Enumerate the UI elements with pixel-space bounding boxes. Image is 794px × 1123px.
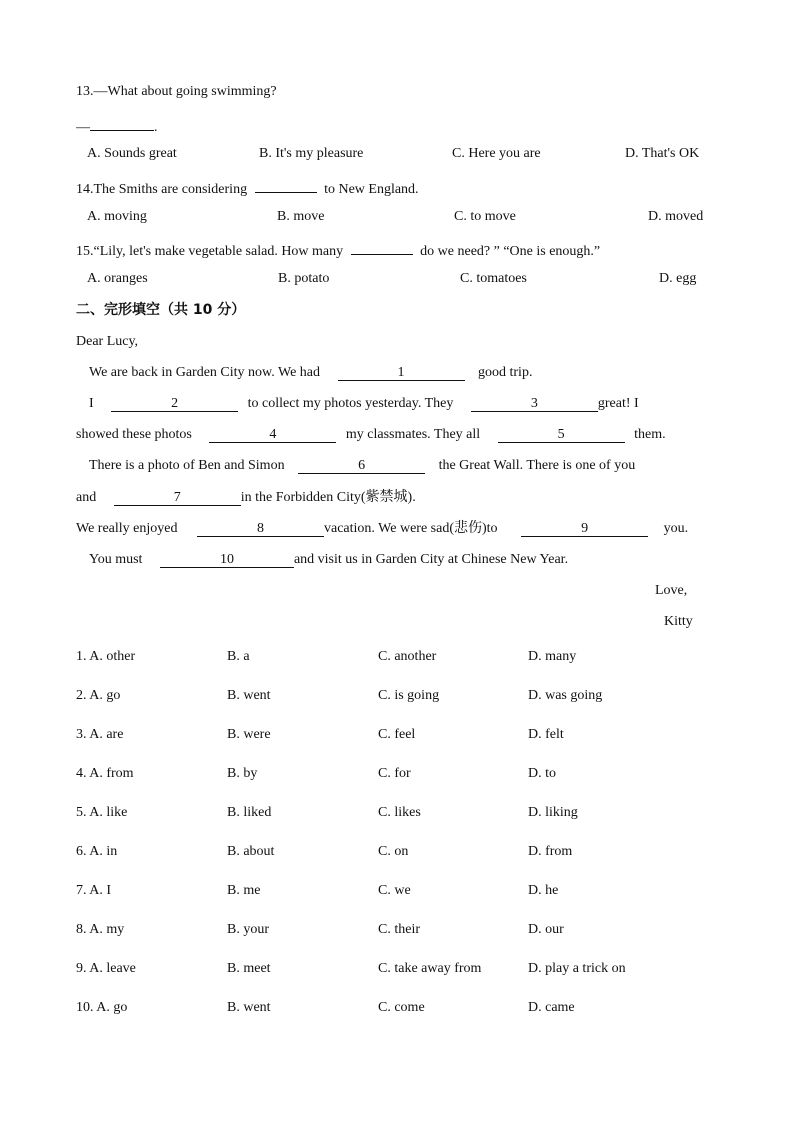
- q15-option-d[interactable]: D. egg: [659, 271, 697, 286]
- cloze-1-option-c[interactable]: C. another: [378, 649, 437, 664]
- cloze-10-option-b[interactable]: B. went: [227, 1000, 271, 1015]
- q15-option-c[interactable]: C. tomatoes: [460, 271, 527, 286]
- cloze-blank-1[interactable]: 1: [338, 365, 465, 381]
- q15-option-b[interactable]: B. potato: [278, 271, 330, 286]
- cloze-blank-8[interactable]: 8: [197, 521, 324, 537]
- letter-text: There is a photo of Ben and Simon: [89, 458, 285, 473]
- cloze-8-option-d[interactable]: D. our: [528, 922, 564, 937]
- cloze-6-option-b[interactable]: B. about: [227, 844, 275, 859]
- cloze-9-option-d[interactable]: D. play a trick on: [528, 961, 626, 976]
- q13-reply: [76, 115, 158, 137]
- letter-text: showed these photos: [76, 427, 192, 442]
- cloze-5-option-a[interactable]: 5. A. like: [76, 805, 128, 820]
- letter-closing: Love,: [655, 583, 688, 598]
- cloze-10-option-d[interactable]: D. came: [528, 1000, 575, 1015]
- q15-blank[interactable]: [351, 239, 413, 255]
- letter-text: We really enjoyed: [76, 521, 178, 536]
- q13-option-d[interactable]: D. That's OK: [625, 146, 700, 161]
- letter-text: in the Forbidden City(紫禁城).: [240, 490, 416, 505]
- q14-stem-after: to New England.: [324, 182, 419, 197]
- letter-text: good trip.: [478, 365, 533, 380]
- q13-option-a[interactable]: A. Sounds great: [87, 146, 177, 161]
- cloze-9-option-a[interactable]: 9. A. leave: [76, 961, 136, 976]
- cloze-9-option-b[interactable]: B. meet: [227, 961, 271, 976]
- cloze-1-option-b[interactable]: B. a: [227, 649, 250, 664]
- letter-signature: Kitty: [664, 614, 693, 629]
- letter-text: You must: [89, 552, 143, 567]
- cloze-4-option-c[interactable]: C. for: [378, 766, 411, 781]
- q13-option-b[interactable]: B. It's my pleasure: [259, 146, 364, 161]
- letter-text: vacation. We were sad(悲伤)to: [324, 521, 498, 536]
- letter-text: and: [76, 490, 97, 505]
- cloze-7-option-a[interactable]: 7. A. I: [76, 883, 111, 898]
- cloze-10-option-a[interactable]: 10. A. go: [76, 1000, 128, 1015]
- cloze-4-option-a[interactable]: 4. A. from: [76, 766, 134, 781]
- letter-text: and visit us in Garden City at Chinese New Year.: [293, 552, 569, 567]
- cloze-blank-6[interactable]: 6: [298, 458, 425, 474]
- cloze-2-option-b[interactable]: B. went: [227, 688, 271, 703]
- cloze-8-option-a[interactable]: 8. A. my: [76, 922, 125, 937]
- cloze-blank-4[interactable]: 4: [209, 427, 336, 443]
- q14-option-d[interactable]: D. moved: [648, 209, 704, 224]
- cloze-4-option-b[interactable]: B. by: [227, 766, 258, 781]
- cloze-2-option-a[interactable]: 2. A. go: [76, 688, 121, 703]
- letter-salutation: Dear Lucy,: [76, 334, 139, 349]
- letter-text: We are back in Garden City now. We had: [89, 365, 320, 380]
- cloze-1-option-a[interactable]: 1. A. other: [76, 649, 136, 664]
- cloze-3-option-a[interactable]: 3. A. are: [76, 727, 124, 742]
- letter-line-5: [76, 489, 416, 507]
- cloze-5-option-d[interactable]: D. liking: [528, 805, 578, 820]
- q13-reply-suffix: .: [154, 120, 158, 135]
- letter-line-3: [76, 426, 666, 444]
- q15-option-a[interactable]: A. oranges: [87, 271, 148, 286]
- q13-option-c[interactable]: C. Here you are: [452, 146, 541, 161]
- letter-line-2: [89, 395, 639, 413]
- letter-text: I: [89, 396, 94, 411]
- cloze-blank-2[interactable]: 2: [111, 396, 238, 412]
- letter-text: to collect my photos yesterday. They: [247, 396, 454, 411]
- cloze-7-option-c[interactable]: C. we: [378, 883, 411, 898]
- letter-text: you.: [663, 521, 689, 536]
- letter-line-1: [89, 364, 532, 382]
- section-heading: 二、完形填空（共 10 分）: [76, 302, 246, 318]
- letter-line-4: [89, 457, 635, 475]
- q14-stem: [76, 177, 419, 199]
- letter-line-6: [76, 520, 688, 538]
- cloze-6-option-a[interactable]: 6. A. in: [76, 844, 118, 859]
- cloze-3-option-c[interactable]: C. feel: [378, 727, 416, 742]
- q13-stem: 13.—What about going swimming?: [76, 84, 277, 99]
- cloze-10-option-c[interactable]: C. come: [378, 1000, 425, 1015]
- cloze-9-option-c[interactable]: C. take away from: [378, 961, 482, 976]
- letter-text: them.: [634, 427, 666, 442]
- letter-text: great! I: [597, 396, 639, 411]
- cloze-blank-7[interactable]: 7: [114, 490, 241, 506]
- cloze-2-option-d[interactable]: D. was going: [528, 688, 603, 703]
- cloze-blank-3[interactable]: 3: [471, 396, 598, 412]
- cloze-4-option-d[interactable]: D. to: [528, 766, 556, 781]
- cloze-3-option-b[interactable]: B. were: [227, 727, 271, 742]
- cloze-8-option-b[interactable]: B. your: [227, 922, 269, 937]
- cloze-5-option-b[interactable]: B. liked: [227, 805, 272, 820]
- cloze-3-option-d[interactable]: D. felt: [528, 727, 564, 742]
- letter-line-7: [89, 551, 568, 569]
- q15-stem-after: do we need? ” “One is enough.”: [420, 244, 601, 259]
- q15-stem-before: 15.“Lily, let's make vegetable salad. How many: [76, 244, 344, 259]
- cloze-7-option-d[interactable]: D. he: [528, 883, 559, 898]
- cloze-blank-9[interactable]: 9: [521, 521, 648, 537]
- q13-reply-prefix: —: [76, 120, 90, 135]
- cloze-8-option-c[interactable]: C. their: [378, 922, 420, 937]
- q14-option-a[interactable]: A. moving: [87, 209, 147, 224]
- q14-option-c[interactable]: C. to move: [454, 209, 516, 224]
- cloze-6-option-c[interactable]: C. on: [378, 844, 409, 859]
- cloze-2-option-c[interactable]: C. is going: [378, 688, 440, 703]
- cloze-blank-5[interactable]: 5: [498, 427, 625, 443]
- letter-text: the Great Wall. There is one of you: [438, 458, 636, 473]
- q15-stem: [76, 239, 600, 261]
- q14-option-b[interactable]: B. move: [277, 209, 325, 224]
- letter-text: my classmates. They all: [345, 427, 481, 442]
- q14-stem-before: 14.The Smiths are considering: [76, 182, 248, 197]
- q14-blank[interactable]: [255, 177, 317, 193]
- cloze-blank-10[interactable]: 10: [160, 552, 294, 568]
- cloze-6-option-d[interactable]: D. from: [528, 844, 573, 859]
- q13-blank[interactable]: [90, 115, 154, 131]
- cloze-1-option-d[interactable]: D. many: [528, 649, 577, 664]
- cloze-7-option-b[interactable]: B. me: [227, 883, 261, 898]
- cloze-5-option-c[interactable]: C. likes: [378, 805, 421, 820]
